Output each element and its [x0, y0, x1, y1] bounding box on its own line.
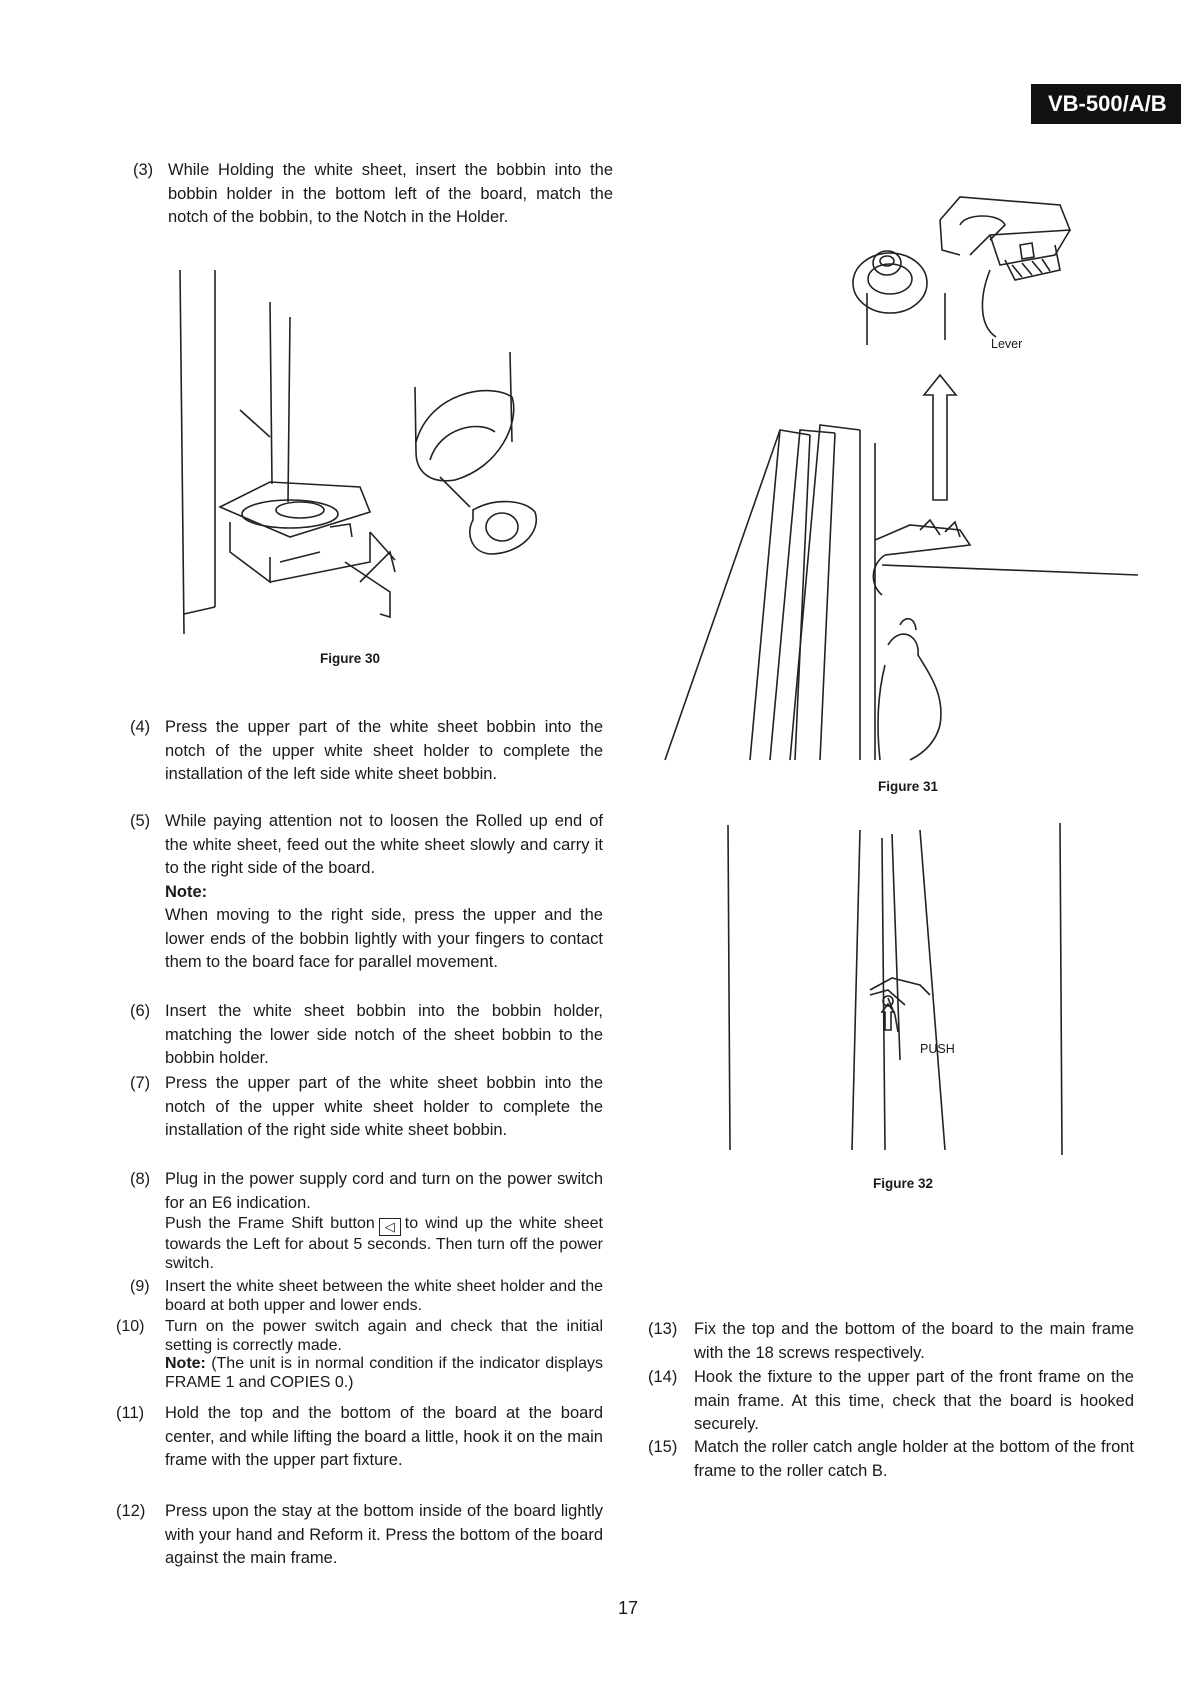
figure-32-illustration [720, 820, 1100, 1160]
step-text: Hold the top and the bottom of the board at the board center, and while lifting the board a little, hook it on the main frame with the upper part fixture. [165, 1404, 603, 1469]
figure-31-illustration [660, 185, 1160, 765]
step-text: Insert the white sheet between the white sheet holder and the board at both upper and lower ends. [165, 1278, 603, 1314]
step-number: (6) [130, 1002, 151, 1020]
step-number: (4) [130, 718, 151, 736]
frame-shift-button-icon: ◁ [379, 1218, 401, 1236]
step-text: Turn on the power switch again and check that the initial setting is correctly made. [165, 1318, 603, 1354]
step-text: Insert the white sheet bobbin into the bobbin holder, matching the lower side notch of the sheet bobbin to the bobbin holder. [165, 1002, 603, 1067]
note-text: (The unit is in normal condition if the indicator displays FRAME 1 and COPIES 0.) [165, 1355, 603, 1391]
step-3 [133, 159, 613, 230]
step-8 [130, 1168, 603, 1273]
step-number: (11) [116, 1404, 145, 1422]
step-text: Press upon the stay at the bottom inside of the board lightly with your hand and Reform it. Press the bottom of the board against the main frame. [165, 1502, 603, 1567]
figure-32-caption: Figure 32 [873, 1176, 934, 1191]
figure-30-caption: Figure 30 [320, 651, 381, 666]
step-text: Match the roller catch angle holder at the bottom of the front frame to the roller catch B. [694, 1438, 1134, 1480]
figure-31-caption: Figure 31 [878, 779, 939, 794]
figure-30-illustration [170, 262, 560, 642]
step-13 [648, 1318, 1134, 1365]
step-text: While Holding the white sheet, insert the bobbin into the bobbin holder in the bottom left of the board, match the notch of the bobbin, to the Notch in the Holder. [168, 161, 613, 226]
step-number: (15) [648, 1438, 678, 1456]
wind-instruction: to wind up the white sheet towards the Left for about 5 seconds. Then turn off the power switch. [165, 1215, 603, 1272]
step-6 [130, 1000, 603, 1071]
step-5 [130, 810, 603, 975]
step-8-detail [165, 1215, 603, 1273]
step-7 [130, 1072, 603, 1143]
step-4 [130, 716, 603, 787]
step-number: (12) [116, 1502, 146, 1520]
step-15 [648, 1436, 1134, 1483]
step-number: (9) [130, 1278, 150, 1295]
push-instruction: Push the Frame Shift button [165, 1215, 375, 1232]
step-text: Hook the fixture to the upper part of the front frame on the main frame. At this time, check that the board is hooked securely. [694, 1368, 1134, 1433]
step-9 [130, 1278, 603, 1315]
step-number: (3) [133, 161, 154, 179]
model-badge: VB-500/A/B [1031, 84, 1181, 124]
step-10 [116, 1318, 603, 1392]
note-label: Note: [165, 882, 208, 901]
step-text: While paying attention not to loosen the Rolled up end of the white sheet, feed out the white sheet slowly and carry it to the right side of the board. [165, 812, 603, 877]
note-label: Note: [165, 1355, 206, 1372]
push-label: PUSH [920, 1042, 955, 1056]
step-12 [116, 1500, 603, 1571]
step-14 [648, 1366, 1134, 1437]
step-number: (8) [130, 1170, 151, 1188]
lever-label: Lever [991, 337, 1023, 351]
note-text: When moving to the right side, press the upper and the lower ends of the bobbin lightly with your fingers to contact them to the board face for parallel movement. [165, 906, 603, 971]
step-text: Fix the top and the bottom of the board to the main frame with the 18 screws respectively. [694, 1320, 1134, 1362]
step-text: Press the upper part of the white sheet bobbin into the notch of the upper white sheet holder to complete the installation of the right side white sheet bobbin. [165, 1074, 603, 1139]
step-text: Plug in the power supply cord and turn on the power switch for an E6 indication. [165, 1170, 603, 1212]
page-number: 17 [618, 1598, 639, 1618]
step-number: (10) [116, 1318, 145, 1335]
step-number: (13) [648, 1320, 678, 1338]
step-number: (14) [648, 1368, 678, 1386]
step-11 [116, 1402, 603, 1473]
step-number: (5) [130, 812, 151, 830]
step-number: (7) [130, 1074, 151, 1092]
step-text: Press the upper part of the white sheet bobbin into the notch of the upper white sheet holder to complete the installation of the left side white sheet bobbin. [165, 718, 603, 783]
